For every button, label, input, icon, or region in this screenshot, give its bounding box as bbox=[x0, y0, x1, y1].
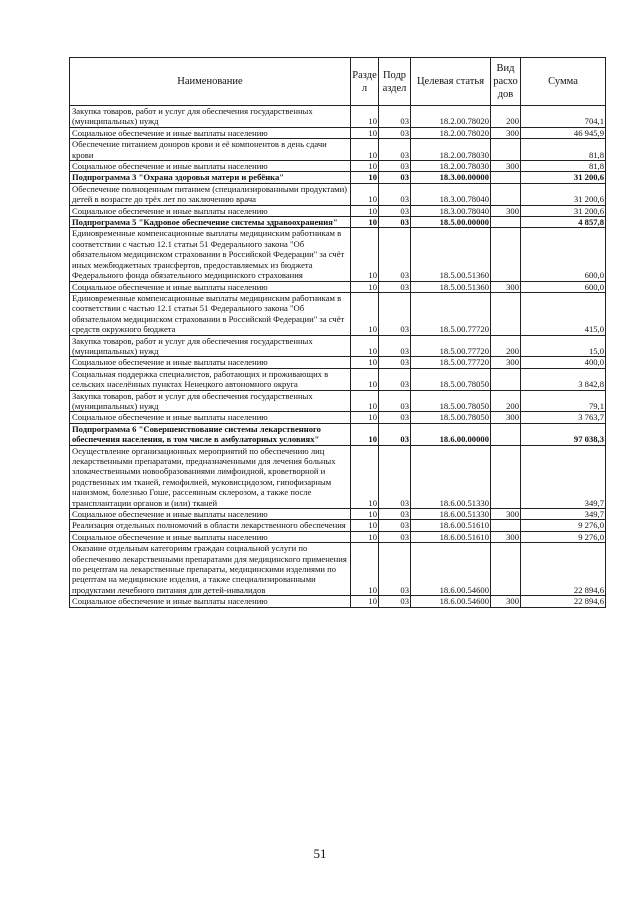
cell-statya: 18.6.00.51610 bbox=[411, 520, 491, 531]
table-row bbox=[70, 357, 606, 368]
cell-name: Подпрограмма 6 "Совершенствование системы лекарственного обеспечения населения, в том числе в амбулаторных условиях" bbox=[70, 423, 351, 445]
cell-summa: 22 894,6 bbox=[521, 543, 606, 596]
cell-razdel: 10 bbox=[351, 520, 379, 531]
table-header bbox=[70, 58, 606, 106]
cell-razdel: 10 bbox=[351, 445, 379, 508]
cell-vid: 300 bbox=[491, 357, 521, 368]
cell-vid bbox=[491, 139, 521, 161]
table-row bbox=[70, 139, 606, 161]
cell-podrazdel: 03 bbox=[379, 292, 411, 335]
header-razdel: Разде л bbox=[351, 58, 379, 106]
budget-table bbox=[69, 57, 606, 608]
cell-statya: 18.5.00.78050 bbox=[411, 390, 491, 412]
cell-vid: 300 bbox=[491, 412, 521, 423]
cell-razdel: 10 bbox=[351, 139, 379, 161]
cell-vid: 300 bbox=[491, 205, 521, 216]
cell-statya: 18.2.00.78020 bbox=[411, 106, 491, 128]
cell-vid: 300 bbox=[491, 281, 521, 292]
cell-razdel: 10 bbox=[351, 183, 379, 205]
cell-name: Подпрограмма 5 "Кадровое обеспечение системы здравоохранения" bbox=[70, 217, 351, 228]
cell-razdel: 10 bbox=[351, 127, 379, 138]
cell-summa: 22 894,6 bbox=[521, 596, 606, 607]
cell-vid: 300 bbox=[491, 127, 521, 138]
cell-name: Осуществление организационных мероприятий по обеспечению лиц лекарственными препаратами, предназначенными для лечения больных злокачественными новообразованиями лимфоидной, кроветворной и родственных им тканей, гемофилией, муковисцидозом, гипофизарным нанизмом, болезнью Гоше, рассеянным склерозом, а также после трансплантации органов и (или) тканей bbox=[70, 445, 351, 508]
cell-razdel: 10 bbox=[351, 543, 379, 596]
cell-name: Закупка товаров, работ и услуг для обеспечения государственных (муниципальных) нужд bbox=[70, 390, 351, 412]
cell-summa: 79,1 bbox=[521, 390, 606, 412]
cell-name: Обеспечение питанием доноров крови и её компонентов в день сдачи крови bbox=[70, 139, 351, 161]
cell-vid bbox=[491, 543, 521, 596]
cell-statya: 18.3.00.78040 bbox=[411, 183, 491, 205]
cell-statya: 18.5.00.77720 bbox=[411, 292, 491, 335]
table-row bbox=[70, 172, 606, 183]
cell-name: Социальное обеспечение и иные выплаты населению bbox=[70, 161, 351, 172]
cell-summa: 15,0 bbox=[521, 335, 606, 357]
cell-vid bbox=[491, 368, 521, 390]
cell-summa: 349,7 bbox=[521, 509, 606, 520]
cell-razdel: 10 bbox=[351, 509, 379, 520]
cell-name: Социальное обеспечение и иные выплаты населению bbox=[70, 127, 351, 138]
table-body bbox=[70, 106, 606, 608]
cell-podrazdel: 03 bbox=[379, 520, 411, 531]
cell-statya: 18.5.00.00000 bbox=[411, 217, 491, 228]
cell-statya: 18.5.00.77720 bbox=[411, 357, 491, 368]
cell-summa: 31 200,6 bbox=[521, 183, 606, 205]
cell-statya: 18.5.00.77720 bbox=[411, 335, 491, 357]
cell-vid bbox=[491, 423, 521, 445]
cell-podrazdel: 03 bbox=[379, 412, 411, 423]
table-row bbox=[70, 543, 606, 596]
cell-podrazdel: 03 bbox=[379, 596, 411, 607]
cell-summa: 600,0 bbox=[521, 228, 606, 281]
header-name: Наименование bbox=[70, 58, 351, 106]
cell-summa: 415,0 bbox=[521, 292, 606, 335]
cell-razdel: 10 bbox=[351, 281, 379, 292]
cell-statya: 18.3.00.00000 bbox=[411, 172, 491, 183]
cell-razdel: 10 bbox=[351, 217, 379, 228]
cell-statya: 18.6.00.51330 bbox=[411, 509, 491, 520]
table-row bbox=[70, 509, 606, 520]
table-row bbox=[70, 445, 606, 508]
table-row bbox=[70, 412, 606, 423]
header-podrazdel: Подр аздел bbox=[379, 58, 411, 106]
cell-podrazdel: 03 bbox=[379, 445, 411, 508]
cell-vid: 300 bbox=[491, 161, 521, 172]
cell-podrazdel: 03 bbox=[379, 335, 411, 357]
cell-name: Единовременные компенсационные выплаты медицинским работникам в соответствии с частью 12.1 статьи 51 Федерального закона "Об обязательном медицинском страховании в Российской Федерации" за счёт иных межбюджетных трансфертов, предоставляемых из бюджета Федерального фонда обязательного медицинского страхования bbox=[70, 228, 351, 281]
cell-podrazdel: 03 bbox=[379, 172, 411, 183]
table-row bbox=[70, 520, 606, 531]
table-row bbox=[70, 161, 606, 172]
table-row bbox=[70, 596, 606, 607]
cell-podrazdel: 03 bbox=[379, 205, 411, 216]
cell-summa: 46 945,9 bbox=[521, 127, 606, 138]
table-row bbox=[70, 228, 606, 281]
table-row bbox=[70, 292, 606, 335]
cell-summa: 9 276,0 bbox=[521, 531, 606, 542]
cell-statya: 18.5.00.78050 bbox=[411, 368, 491, 390]
cell-statya: 18.6.00.00000 bbox=[411, 423, 491, 445]
cell-podrazdel: 03 bbox=[379, 281, 411, 292]
cell-summa: 81,8 bbox=[521, 161, 606, 172]
cell-vid bbox=[491, 183, 521, 205]
cell-name: Закупка товаров, работ и услуг для обеспечения государственных (муниципальных) нужд bbox=[70, 106, 351, 128]
cell-vid bbox=[491, 292, 521, 335]
cell-name: Единовременные компенсационные выплаты медицинским работникам в соответствии с частью 12.1 статьи 51 Федерального закона "Об обязательном медицинском страховании в Российской Федерации" за счёт средств окружного бюджета bbox=[70, 292, 351, 335]
cell-name: Социальное обеспечение и иные выплаты населению bbox=[70, 531, 351, 542]
table-row bbox=[70, 106, 606, 128]
cell-vid: 300 bbox=[491, 596, 521, 607]
cell-razdel: 10 bbox=[351, 390, 379, 412]
cell-podrazdel: 03 bbox=[379, 183, 411, 205]
cell-summa: 31 200,6 bbox=[521, 205, 606, 216]
cell-vid bbox=[491, 217, 521, 228]
header-statya: Целевая статья bbox=[411, 58, 491, 106]
cell-summa: 3 763,7 bbox=[521, 412, 606, 423]
header-vid: Вид расхо дов bbox=[491, 58, 521, 106]
cell-statya: 18.5.00.78050 bbox=[411, 412, 491, 423]
cell-razdel: 10 bbox=[351, 531, 379, 542]
cell-statya: 18.2.00.78030 bbox=[411, 139, 491, 161]
cell-statya: 18.2.00.78020 bbox=[411, 127, 491, 138]
cell-name: Реализация отдельных полномочий в области лекарственного обеспечения bbox=[70, 520, 351, 531]
cell-name: Социальное обеспечение и иные выплаты населению bbox=[70, 281, 351, 292]
cell-statya: 18.3.00.78040 bbox=[411, 205, 491, 216]
cell-razdel: 10 bbox=[351, 205, 379, 216]
cell-vid bbox=[491, 228, 521, 281]
cell-name: Социальное обеспечение и иные выплаты населению bbox=[70, 412, 351, 423]
cell-summa: 3 842,8 bbox=[521, 368, 606, 390]
cell-vid: 200 bbox=[491, 335, 521, 357]
cell-podrazdel: 03 bbox=[379, 217, 411, 228]
cell-statya: 18.5.00.51360 bbox=[411, 281, 491, 292]
cell-summa: 9 276,0 bbox=[521, 520, 606, 531]
cell-summa: 97 038,3 bbox=[521, 423, 606, 445]
cell-statya: 18.6.00.54600 bbox=[411, 596, 491, 607]
cell-podrazdel: 03 bbox=[379, 390, 411, 412]
cell-razdel: 10 bbox=[351, 357, 379, 368]
table-row bbox=[70, 531, 606, 542]
header-summa: Сумма bbox=[521, 58, 606, 106]
cell-name: Закупка товаров, работ и услуг для обеспечения государственных (муниципальных) нужд bbox=[70, 335, 351, 357]
cell-vid: 300 bbox=[491, 509, 521, 520]
cell-podrazdel: 03 bbox=[379, 509, 411, 520]
cell-razdel: 10 bbox=[351, 228, 379, 281]
cell-name: Подпрограмма 3 "Охрана здоровья матери и ребёнка" bbox=[70, 172, 351, 183]
cell-name: Социальное обеспечение и иные выплаты населению bbox=[70, 205, 351, 216]
cell-podrazdel: 03 bbox=[379, 543, 411, 596]
cell-razdel: 10 bbox=[351, 368, 379, 390]
table-row bbox=[70, 217, 606, 228]
table-row bbox=[70, 205, 606, 216]
cell-summa: 600,0 bbox=[521, 281, 606, 292]
table-row bbox=[70, 127, 606, 138]
cell-podrazdel: 03 bbox=[379, 531, 411, 542]
page-number: 51 bbox=[313, 846, 327, 861]
table-row bbox=[70, 368, 606, 390]
cell-statya: 18.5.00.51360 bbox=[411, 228, 491, 281]
cell-podrazdel: 03 bbox=[379, 139, 411, 161]
cell-vid bbox=[491, 172, 521, 183]
cell-razdel: 10 bbox=[351, 292, 379, 335]
cell-razdel: 10 bbox=[351, 106, 379, 128]
table-row bbox=[70, 335, 606, 357]
cell-vid: 200 bbox=[491, 106, 521, 128]
cell-vid: 300 bbox=[491, 531, 521, 542]
cell-name: Социальное обеспечение и иные выплаты населению bbox=[70, 596, 351, 607]
cell-statya: 18.6.00.51330 bbox=[411, 445, 491, 508]
cell-statya: 18.6.00.51610 bbox=[411, 531, 491, 542]
cell-statya: 18.6.00.54600 bbox=[411, 543, 491, 596]
cell-name: Социальная поддержка специалистов, работающих и проживающих в сельских населённых пунктах Ненецкого автономного округа bbox=[70, 368, 351, 390]
table-row bbox=[70, 281, 606, 292]
cell-summa: 81,8 bbox=[521, 139, 606, 161]
cell-razdel: 10 bbox=[351, 172, 379, 183]
cell-summa: 4 857,8 bbox=[521, 217, 606, 228]
cell-summa: 31 200,6 bbox=[521, 172, 606, 183]
cell-vid: 200 bbox=[491, 390, 521, 412]
cell-podrazdel: 03 bbox=[379, 161, 411, 172]
cell-podrazdel: 03 bbox=[379, 423, 411, 445]
cell-podrazdel: 03 bbox=[379, 357, 411, 368]
cell-name: Оказание отдельным категориям граждан социальной услуги по обеспечению лекарственными препаратами для медицинского применения по рецептам на лекарственные препараты, медицинскими изделиями по рецептам на медицинские изделия, а также специализированными продуктами лечебного питания для детей-инвалидов bbox=[70, 543, 351, 596]
cell-razdel: 10 bbox=[351, 161, 379, 172]
cell-razdel: 10 bbox=[351, 412, 379, 423]
cell-vid bbox=[491, 445, 521, 508]
cell-podrazdel: 03 bbox=[379, 228, 411, 281]
table-row bbox=[70, 390, 606, 412]
cell-razdel: 10 bbox=[351, 596, 379, 607]
cell-name: Социальное обеспечение и иные выплаты населению bbox=[70, 357, 351, 368]
cell-summa: 349,7 bbox=[521, 445, 606, 508]
cell-podrazdel: 03 bbox=[379, 368, 411, 390]
cell-summa: 704,1 bbox=[521, 106, 606, 128]
cell-statya: 18.2.00.78030 bbox=[411, 161, 491, 172]
cell-razdel: 10 bbox=[351, 423, 379, 445]
table-row bbox=[70, 423, 606, 445]
cell-summa: 400,0 bbox=[521, 357, 606, 368]
cell-podrazdel: 03 bbox=[379, 106, 411, 128]
cell-name: Социальное обеспечение и иные выплаты населению bbox=[70, 509, 351, 520]
cell-vid bbox=[491, 520, 521, 531]
cell-name: Обеспечение полноценным питанием (специализированными продуктами) детей в возрасте до трёх лет по заключению врача bbox=[70, 183, 351, 205]
cell-razdel: 10 bbox=[351, 335, 379, 357]
cell-podrazdel: 03 bbox=[379, 127, 411, 138]
table-row bbox=[70, 183, 606, 205]
